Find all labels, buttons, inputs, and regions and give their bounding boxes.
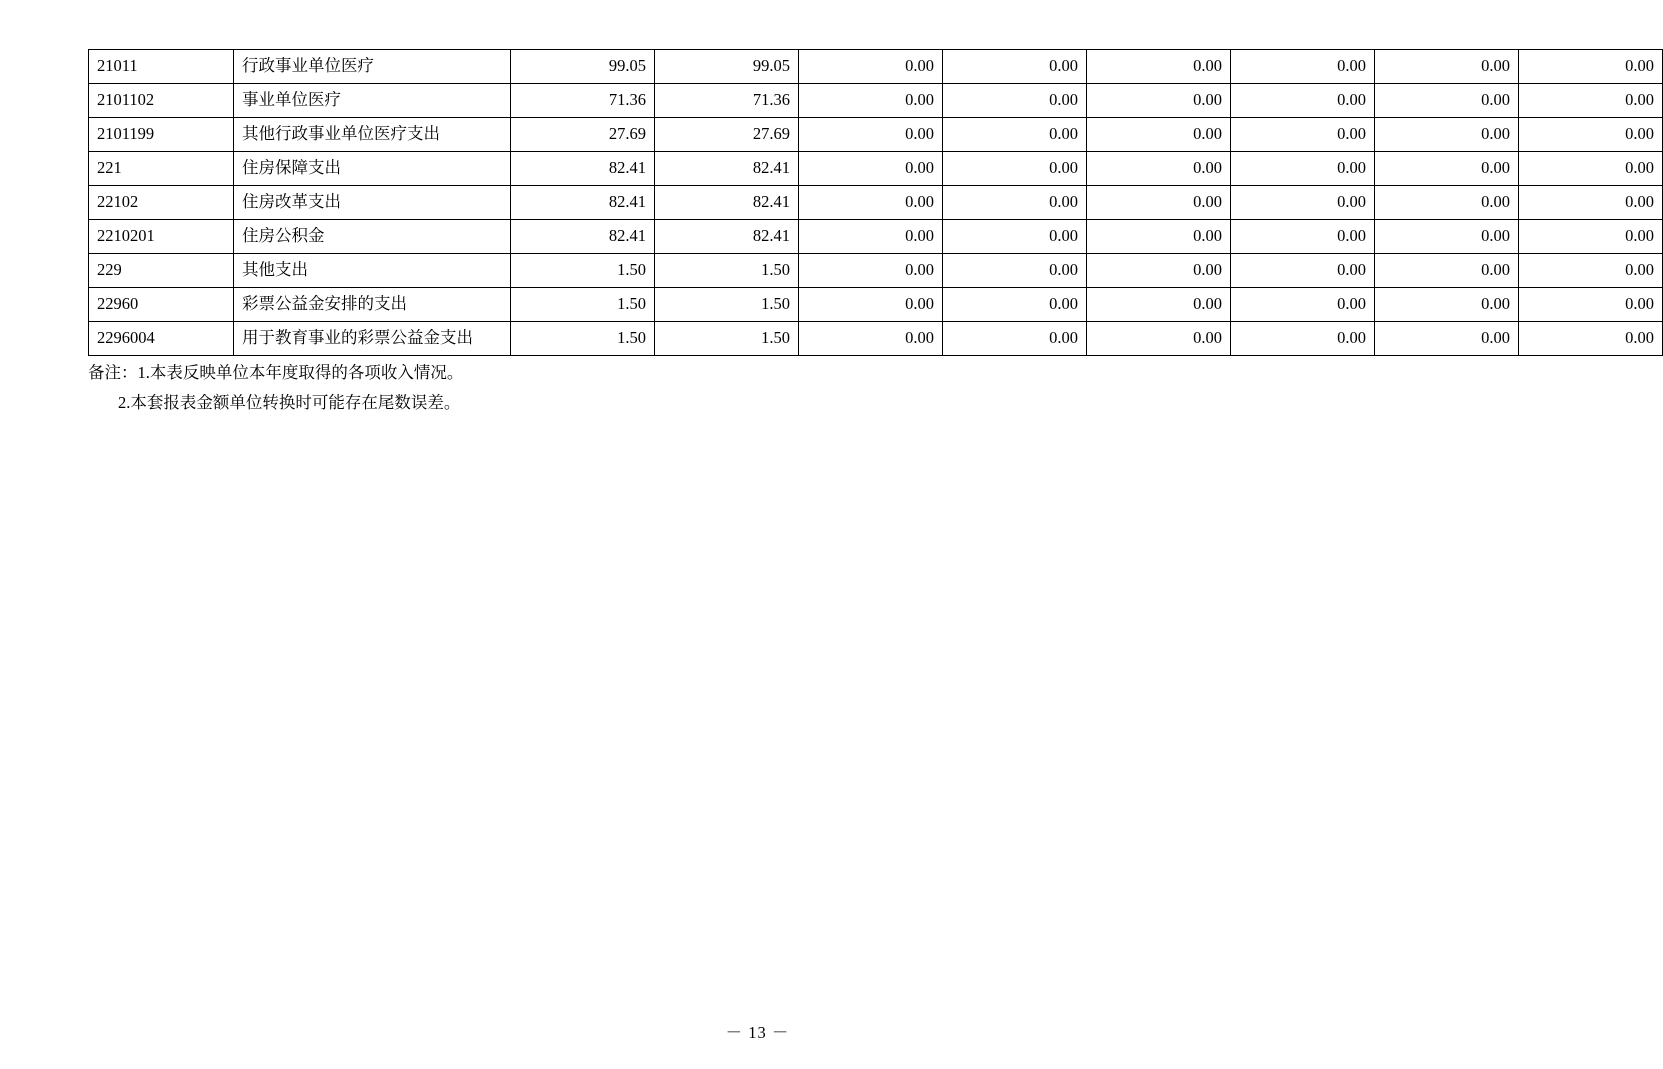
row-value: 0.00: [799, 186, 943, 220]
row-value: 0.00: [1519, 152, 1663, 186]
row-value: 0.00: [1087, 288, 1231, 322]
budget-table-container: [88, 49, 1654, 356]
table-row: [89, 288, 1663, 322]
row-value: 0.00: [1231, 288, 1375, 322]
row-value: 0.00: [1231, 186, 1375, 220]
row-value: 0.00: [1231, 220, 1375, 254]
row-value: 0.00: [1231, 322, 1375, 356]
table-row: [89, 84, 1663, 118]
row-value: 71.36: [511, 84, 655, 118]
row-value: 0.00: [1519, 186, 1663, 220]
row-value: 0.00: [1519, 118, 1663, 152]
row-value: 0.00: [943, 118, 1087, 152]
table-row: [89, 152, 1663, 186]
row-value: 0.00: [1519, 84, 1663, 118]
row-value: 1.50: [511, 322, 655, 356]
row-value: 0.00: [943, 288, 1087, 322]
row-code: 221: [89, 152, 234, 186]
row-value: 1.50: [655, 254, 799, 288]
row-value: 0.00: [1087, 152, 1231, 186]
row-value: 99.05: [655, 50, 799, 84]
row-name: 行政事业单位医疗: [234, 50, 511, 84]
row-value: 0.00: [943, 322, 1087, 356]
row-value: 27.69: [511, 118, 655, 152]
row-value: 0.00: [943, 152, 1087, 186]
row-code: 2101102: [89, 84, 234, 118]
row-value: 0.00: [799, 288, 943, 322]
row-value: 82.41: [511, 220, 655, 254]
row-value: 0.00: [799, 152, 943, 186]
row-name: 住房保障支出: [234, 152, 511, 186]
page-footer: － 13 －: [725, 1023, 790, 1042]
row-code: 21011: [89, 50, 234, 84]
row-value: 0.00: [1087, 118, 1231, 152]
table-body: [89, 50, 1663, 356]
row-value: 0.00: [1375, 186, 1519, 220]
row-value: 0.00: [1087, 254, 1231, 288]
row-value: 99.05: [511, 50, 655, 84]
row-code: 22102: [89, 186, 234, 220]
row-value: 0.00: [1375, 152, 1519, 186]
row-name: 住房改革支出: [234, 186, 511, 220]
table-row: [89, 220, 1663, 254]
row-value: 1.50: [655, 288, 799, 322]
row-value: 0.00: [799, 220, 943, 254]
budget-table: [88, 49, 1663, 356]
row-value: 1.50: [511, 288, 655, 322]
row-value: 0.00: [1375, 322, 1519, 356]
row-value: 0.00: [1087, 186, 1231, 220]
table-row: [89, 50, 1663, 84]
row-value: 0.00: [943, 220, 1087, 254]
table-row: [89, 118, 1663, 152]
row-value: 0.00: [1087, 84, 1231, 118]
row-value: 0.00: [1375, 118, 1519, 152]
row-value: 0.00: [1375, 50, 1519, 84]
row-value: 1.50: [511, 254, 655, 288]
row-value: 0.00: [799, 322, 943, 356]
row-value: 0.00: [1519, 322, 1663, 356]
row-name: 其他支出: [234, 254, 511, 288]
row-name: 其他行政事业单位医疗支出: [234, 118, 511, 152]
table-row: [89, 186, 1663, 220]
row-code: 2296004: [89, 322, 234, 356]
row-value: 0.00: [1375, 288, 1519, 322]
row-value: 0.00: [1375, 84, 1519, 118]
row-value: 82.41: [655, 220, 799, 254]
table-row: [89, 322, 1663, 356]
row-value: 0.00: [943, 84, 1087, 118]
row-value: 0.00: [799, 118, 943, 152]
row-value: 0.00: [943, 254, 1087, 288]
row-value: 0.00: [1375, 220, 1519, 254]
row-value: 0.00: [943, 50, 1087, 84]
row-code: 22960: [89, 288, 234, 322]
row-value: 0.00: [1231, 118, 1375, 152]
row-value: 0.00: [1375, 254, 1519, 288]
row-code: 2210201: [89, 220, 234, 254]
row-value: 82.41: [655, 186, 799, 220]
row-value: 71.36: [655, 84, 799, 118]
row-value: 0.00: [1087, 322, 1231, 356]
note-line-1: 备注：1.本表反映单位本年度取得的各项收入情况。: [88, 363, 464, 382]
row-code: 2101199: [89, 118, 234, 152]
row-value: 82.41: [655, 152, 799, 186]
row-value: 0.00: [1519, 254, 1663, 288]
table-notes: [88, 358, 463, 418]
row-value: 0.00: [799, 254, 943, 288]
row-value: 27.69: [655, 118, 799, 152]
row-value: 82.41: [511, 152, 655, 186]
row-value: 0.00: [1231, 152, 1375, 186]
note-line-2: 2.本套报表金额单位转换时可能存在尾数误差。: [118, 393, 461, 412]
row-value: 0.00: [1519, 50, 1663, 84]
row-value: 0.00: [1519, 288, 1663, 322]
row-value: 1.50: [655, 322, 799, 356]
row-value: 0.00: [1087, 50, 1231, 84]
row-value: 0.00: [1231, 84, 1375, 118]
row-value: 0.00: [799, 50, 943, 84]
row-value: 0.00: [799, 84, 943, 118]
row-name: 用于教育事业的彩票公益金支出: [234, 322, 511, 356]
row-value: 0.00: [943, 186, 1087, 220]
row-value: 82.41: [511, 186, 655, 220]
row-code: 229: [89, 254, 234, 288]
row-value: 0.00: [1231, 254, 1375, 288]
row-value: 0.00: [1519, 220, 1663, 254]
row-value: 0.00: [1087, 220, 1231, 254]
row-value: 0.00: [1231, 50, 1375, 84]
table-row: [89, 254, 1663, 288]
row-name: 事业单位医疗: [234, 84, 511, 118]
row-name: 住房公积金: [234, 220, 511, 254]
row-name: 彩票公益金安排的支出: [234, 288, 511, 322]
